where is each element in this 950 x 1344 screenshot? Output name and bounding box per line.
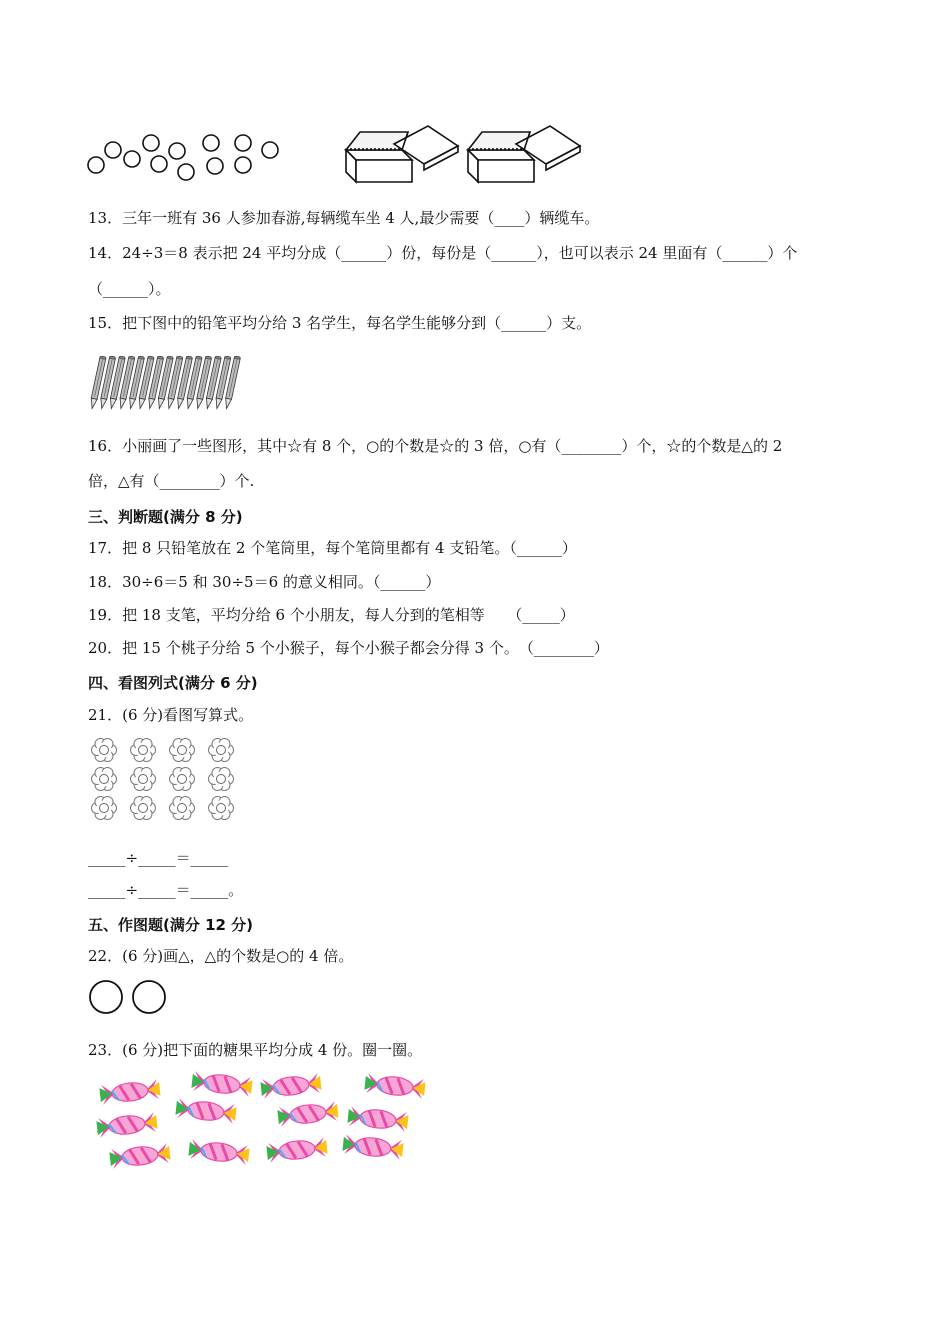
flower-icon: [92, 796, 117, 819]
candy-icon: [364, 1073, 426, 1099]
question-14-line2: （______）。: [88, 280, 171, 298]
flowers-figure: [88, 736, 253, 828]
circle-icon: [143, 135, 159, 151]
question-22: 22．(6 分)画△，△的个数是○的 4 倍。: [88, 947, 354, 965]
question-16-line2: 倍，△有（________）个.: [88, 472, 255, 490]
flower-icon: [209, 796, 234, 819]
open-box-icon: [468, 126, 580, 182]
flower-icon: [170, 796, 195, 819]
flower-icon: [92, 738, 117, 761]
candy-icon: [260, 1073, 322, 1099]
circle-icon: [124, 151, 140, 167]
candy-icon: [277, 1101, 339, 1127]
flower-icon: [131, 796, 156, 819]
boxes-figure: [342, 122, 587, 187]
flower-icon: [170, 738, 195, 761]
circle-icon: [133, 981, 165, 1013]
question-15: 15．把下图中的铅笔平均分给 3 名学生，每名学生能够分到（______）支。: [88, 314, 592, 332]
circle-icon: [88, 157, 104, 173]
question-18: 18．30÷6＝5 和 30÷5＝6 的意义相同。（______）: [88, 573, 441, 591]
pencils-figure: [94, 355, 254, 413]
question-20: 20．把 15 个桃子分给 5 个小猴子，每个小猴子都会分得 3 个。 （________）: [88, 639, 609, 657]
equation-line-1: _____÷_____＝_____: [88, 849, 229, 867]
equation-line-2: _____÷_____＝_____。: [88, 881, 244, 899]
question-19: 19．把 18 支笔，平均分给 6 个小朋友，每人分到的笔相等 （_____）: [88, 606, 575, 624]
circle-icon: [90, 981, 122, 1013]
circle-icon: [235, 135, 251, 151]
two-circles-figure: [88, 978, 172, 1018]
candy-icon: [191, 1071, 253, 1097]
question-17: 17．把 8 只铅笔放在 2 个笔筒里，每个笔筒里都有 4 支铅笔。（______）: [88, 539, 577, 557]
candy-icon: [266, 1137, 328, 1163]
circle-icon: [105, 142, 121, 158]
candies-figure: [90, 1070, 430, 1175]
circles-figure: [86, 130, 286, 185]
candy-icon: [96, 1112, 158, 1138]
section-4-title: 四、看图列式(满分 6 分): [88, 674, 258, 692]
circle-icon: [178, 164, 194, 180]
candy-icon: [99, 1079, 161, 1105]
section-5-title: 五、作图题(满分 12 分): [88, 916, 254, 934]
flower-icon: [131, 738, 156, 761]
question-14-line1: 14．24÷3＝8 表示把 24 平均分成（______）份，每份是（______），也可以表示 24 里面有（______）个: [88, 244, 798, 262]
candy-icon: [188, 1139, 250, 1165]
candy-icon: [175, 1098, 237, 1124]
flower-icon: [92, 767, 117, 790]
circle-icon: [151, 156, 167, 172]
circle-icon: [235, 157, 251, 173]
question-13: 13．三年一班有 36 人参加春游,每辆缆车坐 4 人,最少需要（____）辆缆车。: [88, 209, 600, 227]
candy-icon: [347, 1106, 409, 1132]
flower-icon: [170, 767, 195, 790]
question-21: 21．(6 分)看图写算式。: [88, 706, 254, 724]
section-3-title: 三、判断题(满分 8 分): [88, 508, 243, 526]
flower-icon: [209, 738, 234, 761]
circle-icon: [203, 135, 219, 151]
candy-icon: [109, 1143, 171, 1169]
circle-icon: [207, 158, 223, 174]
circle-icon: [169, 143, 185, 159]
open-box-icon: [346, 126, 458, 182]
question-16-line1: 16．小丽画了一些图形，其中☆有 8 个，○的个数是☆的 3 倍，○有（________）个，☆的个数是△的 2: [88, 437, 783, 455]
flower-icon: [209, 767, 234, 790]
flower-icon: [131, 767, 156, 790]
candy-icon: [342, 1134, 404, 1160]
question-23: 23．(6 分)把下面的糖果平均分成 4 份。圈一圈。: [88, 1041, 423, 1059]
circle-icon: [262, 142, 278, 158]
